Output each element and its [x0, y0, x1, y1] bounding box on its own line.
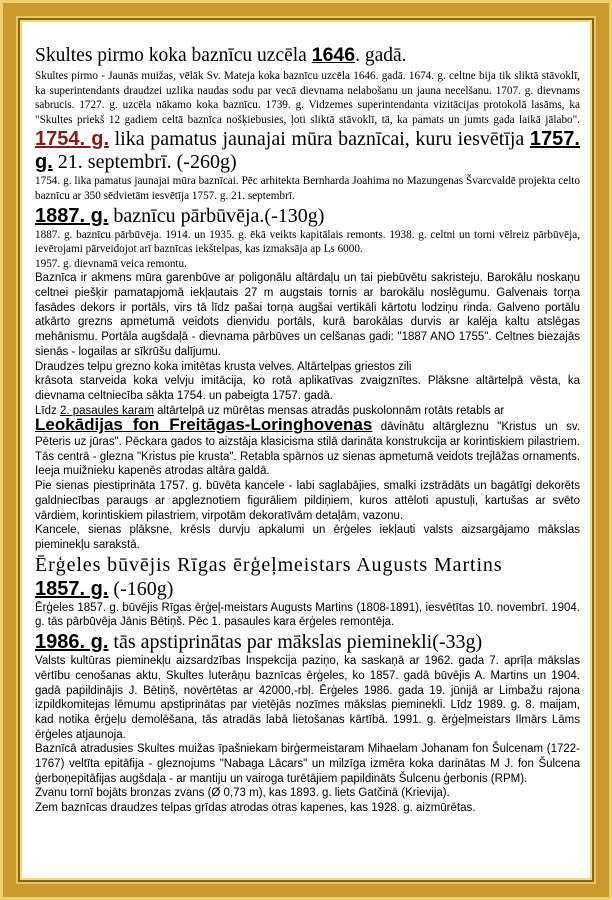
first-church-text: Skultes pirmo - Jaunās muižas, vēlāk Sv. Mateja koka baznīcu uzcēla 1646. gadā. 1674. g. celtne bija tik sliktā stāvoklī, ka superintendants draudzei uzlika naudas sodu par vecā dievnama nelabošanu un jauna necelšanu. 1707. g. dievnams sabrucis. 1727. g. uzcēla nākamo koka baznīcu. 1739. g. Vidzemes superintendanta vizitācijas protokolā lasāms, ka "Skultes priekš 12 gadiem celtā baznīca nošķiebusies, ļoti sliktā stāvoklī, tā, ka pamats un jumts gada laikā jālabo". [35, 70, 580, 126]
year-1857: 1857. g. [35, 577, 109, 600]
heading-rebuild [35, 205, 580, 228]
stone-church-text: 1754. g. lika pamatus jaunajai mūra baznīcai. Pēc arhitekta Bernharda Joahima no Mazungenas Švarcvaldē projekta celto baznīcu ar 350 sēdvietām iesvētīja 1757. g. 21. septembrī. [35, 175, 580, 202]
heading-stone-church [35, 128, 580, 174]
heading-first-church [35, 44, 580, 67]
altar-text: Līdz [35, 404, 60, 417]
donor-name-link[interactable]: Leokādijas fon Freitāgas-Loringhovenas [35, 415, 373, 435]
heading-monument [35, 631, 580, 654]
altar-text-cont: altārtelpā uz mūrētas mensas atradās puskolonnām rotāts retabls ar [153, 404, 505, 417]
heading-text: (-160g) [108, 577, 174, 600]
bell-paragraph: Zvanu tornī bojāts bronzas zvans (Ø 0,73 m), kas 1893. g. liets Gatčinā (Krievija). [35, 787, 450, 800]
epitaph-paragraph: Baznīcā atradusies Skultes muižas īpašniekam birģermeistaram Mihaelam Johanam fon Šulcenam (1722-1767) veltīta epitāfija - gleznojums "Nabaga Lācars" un milzīga izmēra koka darinātas M J. fon Šulcena ģerboņepitāfijas augšdaļa - ar mantiju un vairoga turētājiem papildināts Šulcenu ģerbonis (RPM). [35, 743, 580, 785]
altar-paragraph [35, 404, 580, 480]
heading-text: Skultes pirmo koka baznīcu uzcēla [35, 45, 312, 66]
year-1757: 1757. g. [35, 128, 580, 174]
war-link[interactable]: 2. pasaules karam [59, 404, 154, 417]
rebuild-text: 1887. g. baznīcu pārbūvēja. 1914. un 1935. g. ēkā veikts kapitālais remonts. 1938. g. celtni un torni vēlreiz pārbūvēja, ievērojami pārveidojot arī baznīcas iekštelpas, kas izmaksāja ap Ls 6000. [35, 228, 580, 256]
description-paragraph: Baznīca ir akmens mūra garenbūve ar poligonālu altārdaļu un tai piebūvētu sakristeju. Barokālu noskaņu celtnei piešķir pamatapjomā iekļautais 27 m augstais tornis ar barokālu noslēgumu. Galvenais torņa fasādes dekors ir portāls, virs tā līdz pašai torņa augšai vertikāli kārtotu lodziņu rinda. Galveno portālu atkārto grezns apmetumā veidots dienvidu portāls, kurā barokālas durvis ar kalēja kaltu atslēgas mehānismu. Portāla augšdaļā - dievnama pārbūves un celšanas gadi: "1887 ANO 1755". Celtnes biezajās sienās - logailas ar sīkrūšu dalījumu. [35, 272, 580, 358]
heading-text: tās apstiprinātas par mākslas pieminekli(-33g) [108, 631, 483, 654]
crypt-paragraph: Zem baznīcas draudzes telpas grīdas atrodas otras kapenes, kas 1928. g. aizmūrētas. [35, 802, 476, 815]
heading-year: 1646 [311, 44, 356, 66]
vaults-line: Draudzes telpu grezno koka imitētas krusta velves. Altārtelpas griestos zili [35, 360, 412, 373]
document-body [35, 44, 580, 816]
year-1986: 1986. g. [35, 631, 109, 654]
organ-paragraph: Ērģeles 1857. g. būvējis Rīgas ērģeļ-meistars Augusts Martins (1808-1891), iesvētītas 10. novembrī. 1904. g. tās pārbūvēja Jānis Bētiņš. Pēc 1. pasaules kara ērģeles remontēja. [35, 601, 580, 629]
heading-organ: Ērģeles būvējis Rīgas ērģeļmeistars Augusts Martins [35, 553, 503, 576]
altar-text-rest: dāvinātu altārgleznu "Kristus un sv. Pēteris uz jūras". Pēckara gados to aizstāja klasicisma stilā darināta konstrukcija ar korintiskiem pilastriem. Tās centrā - glezna "Kristus pie krusta". Retabla spārnos uz sienas apmetumā veidots trejlāžas ornaments. Ieeja muižnieku kapenēs atrodas altāra galdā. [35, 421, 580, 478]
pulpit-paragraph: Pie sienas piestiprināta 1757. g. būvēta kancele - labi saglabājies, smalki izstrādāts un bagātīgi dekorēts galdniecības paraugs ar apgleznotiem figurāliem pildiņiem, kuros attēloti apustuļi, kartušas ar svēto vārdiem, korintiskiem pilastriem, virpotām dekoratīvām detaļām, vazonu. [35, 480, 580, 522]
vaults-paragraph: krāsota starveida koka velvju imitācija, ko rotā aplikatīvas zvaigznītes. Plāksne altārtelpā vēsta, ka dievnama celtniecība sākta 1754. un pabeigta 1757. gadā. [35, 375, 580, 402]
renovation-text: 1957. g. dievnamā veica remontu. [35, 257, 187, 270]
monument-paragraph: Valsts kultūras pieminekļu aizsardzības Inspekcija paziņo, ka saskaņā ar 1962. gada 7. aprīļa mākslas vērtību cenošanas aktu, Skultes luterāņu baznīcas ērģeles, ko 1857. gadā būvējis A. Martins un 1904. gadā papildinājis J. Bētiņš, novērtētas ar 42000,-rbļ. Ērģeles 1986. gada 19. jūnijā ar Limbažu rajona izpildkomitejas lēmumu apstiprinātas par vietējās nozīmes mākslas pieminekli. Līdz 1989. g. 8. maijam, kad notika ērģeļu demolēšana, tās atradās labā lietošanas kārtībā. 1991. g. ērģeļmeistars Ilmārs Lāms ērģeles atjaunoja. [35, 655, 580, 741]
protected-list-paragraph: Kancele, sienas plāksne, krēsls durvju apkalumi un ērģeles iekļauti valsts aizsargājamo mākslas pieminekļu sarakstā. [35, 524, 580, 551]
heading-text: baznīcu pārbūvēja.(-130g) [108, 204, 325, 227]
heading-organ-year [35, 578, 580, 601]
heading-text-end: 21. septembrī. (-260g) [52, 151, 237, 174]
heading-text: lika pamatus jaunajai mūra baznīcai, kuru iesvētīja [109, 128, 530, 151]
year-1887: 1887. g. [35, 204, 109, 227]
year-1754: 1754. g. [35, 128, 109, 151]
heading-text-end: . gadā. [355, 45, 407, 66]
